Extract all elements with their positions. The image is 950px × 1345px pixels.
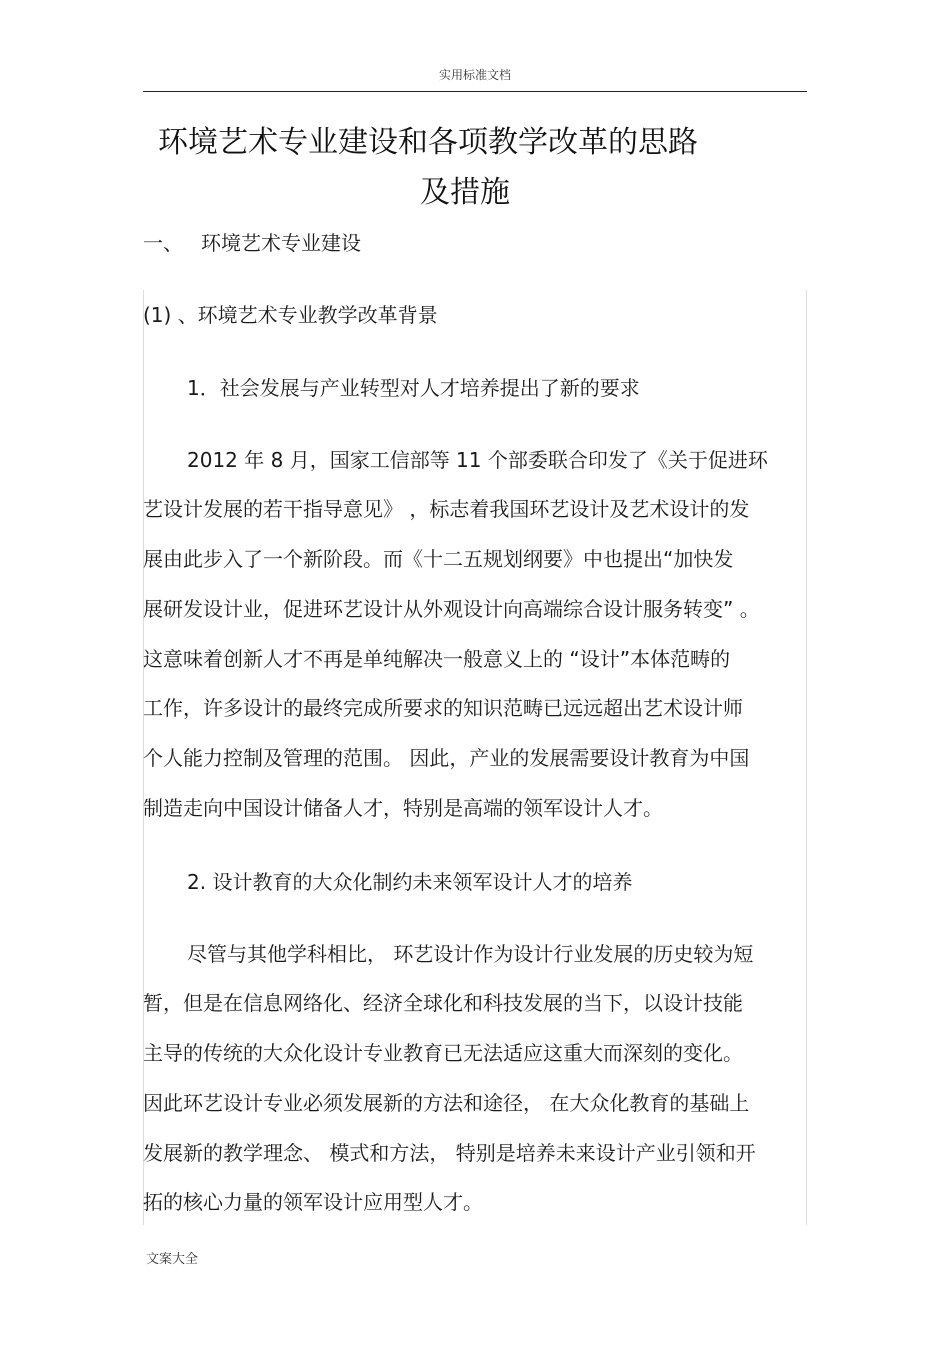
footer-text: 文案大全 <box>146 1252 199 1267</box>
header-rule <box>143 91 807 92</box>
paragraph-line: 发展新的教学理念、 模式和方法， 特别是培养未来设计产业引领和开 <box>143 1141 756 1165</box>
paragraph-line: 个人能力控制及管理的范围。 因此，产业的发展需要设计教育为中国 <box>143 746 750 770</box>
paragraph-line: 因此环艺设计专业必须发展新的方法和途径， 在大众化教育的基础上 <box>143 1091 750 1115</box>
paragraph-line: 展研发设计业，促进环艺设计从外观设计向高端综合设计服务转变” 。 <box>143 597 760 621</box>
section-label: 环境艺术专业建设 <box>201 231 361 255</box>
document-title-line-2: 及措施 <box>420 175 510 210</box>
section-heading <box>143 230 361 256</box>
paragraph-line: 2012 年 8 月，国家工信部等 11 个部委联合印发了《关于促进环 <box>187 448 768 472</box>
subsection-heading: (1) 、环境艺术专业教学改革背景 <box>143 303 438 327</box>
paragraph-line: 展由此步入了一个新阶段。而《十二五规划纲要》中也提出“加快发 <box>143 547 734 571</box>
paragraph-line: 制造走向中国设计储备人才，特别是高端的领军设计人才。 <box>143 796 663 820</box>
section-number: 一、 <box>143 231 183 255</box>
content-border-right <box>806 290 807 1225</box>
header-text: 实用标准文档 <box>438 68 511 82</box>
point-2-heading: 2. 设计教育的大众化制约未来领军设计人才的培养 <box>187 870 633 894</box>
paragraph-line: 工作，许多设计的最终完成所要求的知识范畴已远远超出艺术设计师 <box>143 696 743 720</box>
paragraph-line: 暂，但是在信息网络化、经济全球化和科技发展的当下，以设计技能 <box>143 991 743 1015</box>
point-1-heading: 1．社会发展与产业转型对人才培养提出了新的要求 <box>187 376 640 400</box>
paragraph-line: 尽管与其他学科相比， 环艺设计作为设计行业发展的历史较为短 <box>187 942 754 966</box>
paragraph-line: 艺设计发展的若干指导意见》 ，标志着我国环艺设计及艺术设计的发 <box>143 497 750 521</box>
document-title-line-1: 环境艺术专业建设和各项教学改革的思路 <box>158 125 698 160</box>
paragraph-line: 拓的核心力量的领军设计应用型人才。 <box>143 1190 483 1214</box>
paragraph-line: 主导的传统的大众化设计专业教育已无法适应这重大而深刻的变化。 <box>143 1041 743 1065</box>
paragraph-line: 这意味着创新人才不再是单纯解决一般意义上的 “设计”本体范畴的 <box>143 647 731 671</box>
